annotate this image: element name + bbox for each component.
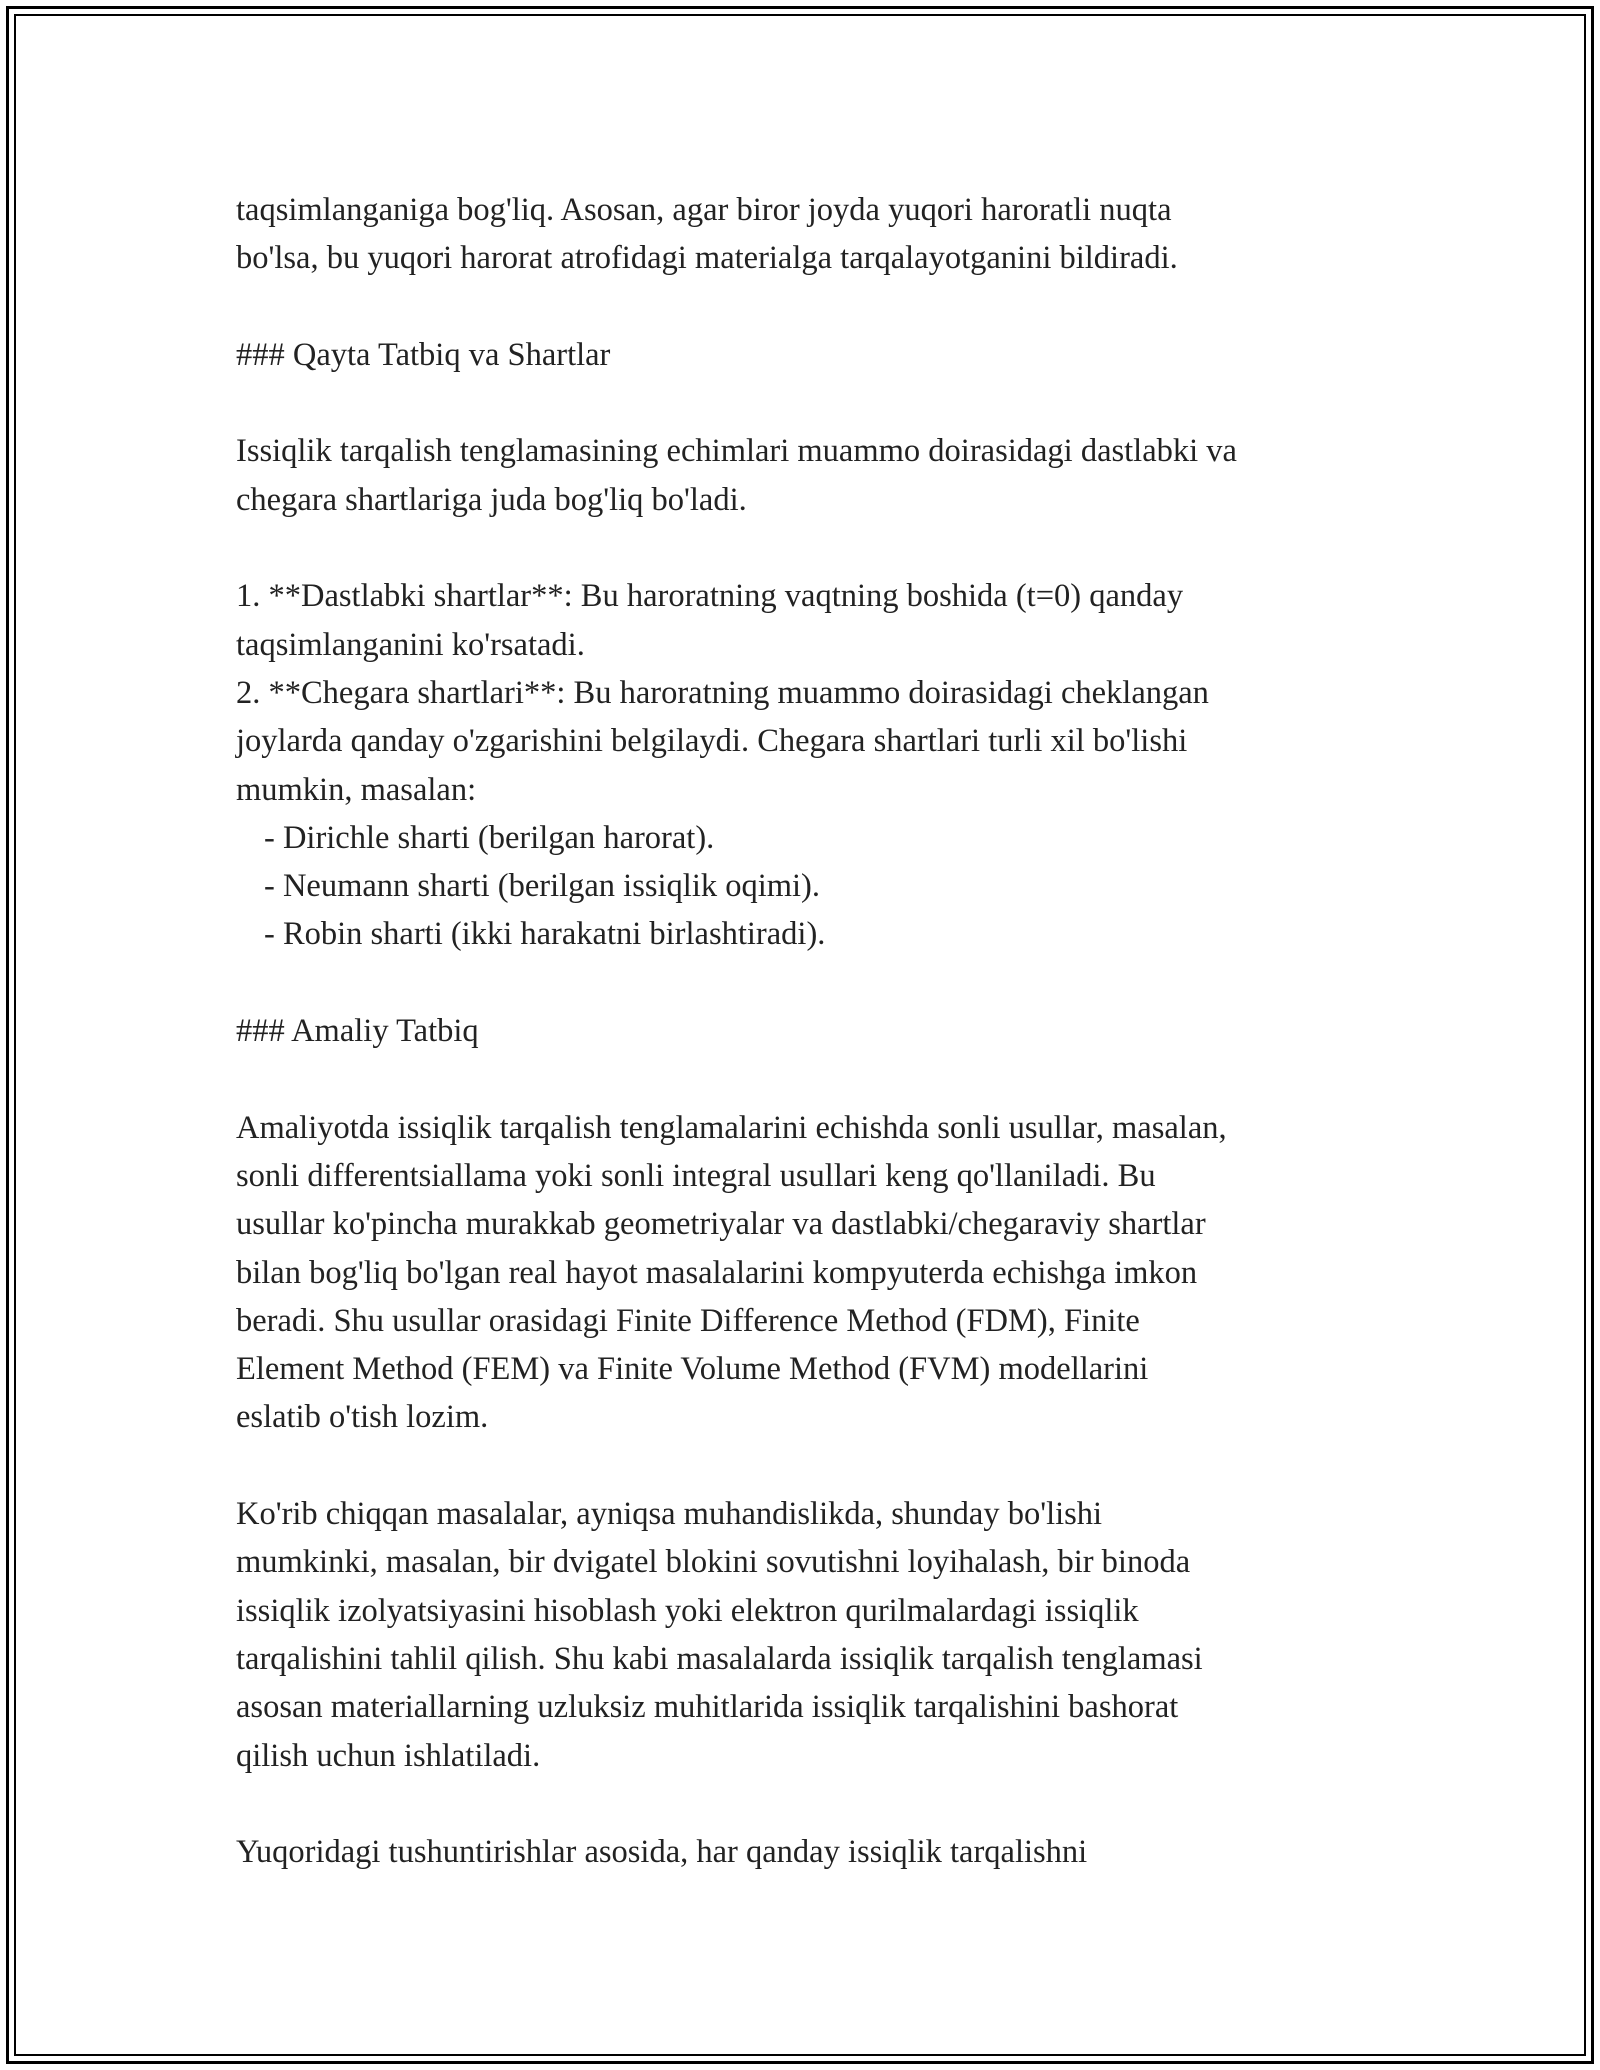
intro-paragraph (236, 186, 1416, 283)
sublist-item: - Neumann sharti (berilgan issiqlik oqimi). (264, 868, 821, 905)
paragraph-gap (236, 959, 1416, 1007)
section-heading: ### Amaliy Tatbiq (236, 1013, 479, 1050)
paragraph-gap (236, 379, 1416, 427)
paragraph (236, 1104, 1416, 1442)
list-item-continuation: taqsimlanganini ko'rsatadi. (236, 626, 585, 663)
paragraph (236, 1490, 1416, 1780)
text-line: eslatib o'tish lozim. (236, 1399, 489, 1436)
paragraph-gap (236, 524, 1416, 572)
list-item-continuation: joylarda qanday o'zgarishini belgilaydi. Chegara shartlari turli xil bo'lishi (236, 723, 1188, 760)
paragraph-gap (236, 283, 1416, 331)
text-line: bo'lsa, bu yuqori harorat atrofidagi materialga tarqalayotganini bildiradi. (236, 240, 1178, 277)
text-line: beradi. Shu usullar orasidagi Finite Difference Method (FDM), Finite (236, 1302, 1140, 1339)
paragraph (236, 427, 1416, 524)
text-line: chegara shartlariga juda bog'liq bo'ladi. (236, 481, 747, 518)
text-line: usullar ko'pincha murakkab geometriyalar va dastlabki/chegaraviy shartlar (236, 1206, 1206, 1243)
text-line: tarqalishini tahlil qilish. Shu kabi masalalarda issiqlik tarqalish tenglamasi (236, 1640, 1203, 1677)
text-line: sonli differentsiallama yoki sonli integral usullari keng qo'llaniladi. Bu (236, 1157, 1156, 1194)
list-item: 1. **Dastlabki shartlar**: Bu haroratning vaqtning boshida (t=0) qanday (236, 578, 1184, 615)
paragraph-gap (236, 1442, 1416, 1490)
text-line: issiqlik izolyatsiyasini hisoblash yoki elektron qurilmalardagi issiqlik (236, 1592, 1139, 1629)
paragraph (236, 1828, 1416, 1876)
text-line: taqsimlanganiga bog'liq. Asosan, agar biror joyda yuqori haroratli nuqta (236, 192, 1172, 228)
text-line: Issiqlik tarqalish tenglamasining echimlari muammo doirasidagi dastlabki va (236, 433, 1237, 470)
list-item: 2. **Chegara shartlari**: Bu haroratning muammo doirasidagi cheklangan (236, 674, 1209, 711)
list-item-continuation: mumkin, masalan: (236, 771, 477, 808)
sublist-item: - Robin sharti (ikki harakatni birlashtiradi). (264, 916, 826, 953)
text-line: bilan bog'liq bo'lgan real hayot masalalarini kompyuterda echishga imkon (236, 1254, 1198, 1291)
text-line: Ko'rib chiqqan masalalar, ayniqsa muhandislikda, shunday bo'lishi (236, 1496, 1103, 1533)
paragraph-gap (236, 1055, 1416, 1103)
text-line: Amaliyotda issiqlik tarqalish tenglamalarini echishda sonli usullar, masalan, (236, 1109, 1227, 1146)
numbered-list (236, 572, 1416, 958)
paragraph-gap (236, 1780, 1416, 1828)
text-line: Element Method (FEM) va Finite Volume Method (FVM) modellarini (236, 1351, 1149, 1388)
text-line: qilish uchun ishlatiladi. (236, 1737, 541, 1774)
document-body (236, 186, 1416, 1876)
text-line: mumkinki, masalan, bir dvigatel blokini sovutishni loyihalash, bir binoda (236, 1544, 1191, 1581)
sublist-item: - Dirichle sharti (berilgan harorat). (264, 819, 715, 856)
text-line: asosan materiallarning uzluksiz muhitlarida issiqlik tarqalishini bashorat (236, 1689, 1179, 1726)
section-heading: ### Qayta Tatbiq va Shartlar (236, 336, 611, 373)
text-line: Yuqoridagi tushuntirishlar asosida, har qanday issiqlik tarqalishni (236, 1834, 1088, 1871)
